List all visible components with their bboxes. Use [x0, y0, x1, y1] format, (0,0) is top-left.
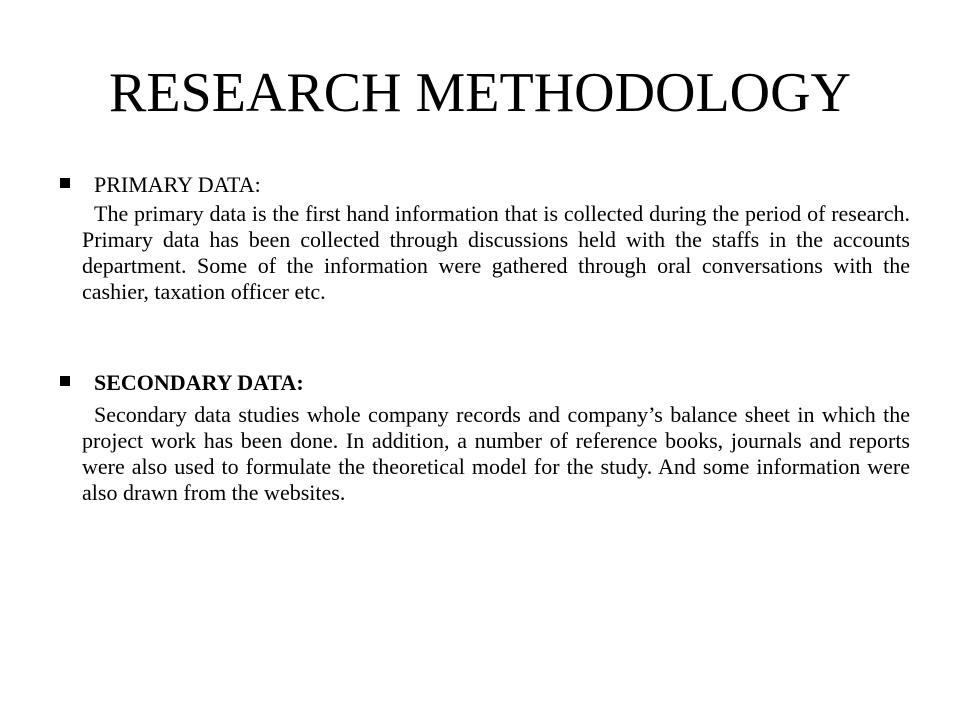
square-bullet-icon — [60, 178, 70, 188]
square-bullet-icon — [60, 376, 70, 386]
primary-data-section — [60, 170, 910, 305]
secondary-data-bullet-row — [60, 368, 910, 398]
primary-data-paragraph: The primary data is the first hand information that is collected during the period of research. Primary data has been collected through discussions held with the staffs in the accounts department. Some of the information were gathered through oral conversations with the cashier, taxation officer etc. — [82, 201, 910, 304]
slide-title: RESEARCH METHODOLOGY — [109, 62, 851, 124]
secondary-data-paragraph: Secondary data studies whole company records and company’s balance sheet in which the project work has been done. In addition, a number of reference books, journals and reports were also used to formulate the theoretical model for the study. And some information were also drawn from the websites. — [82, 402, 910, 505]
primary-data-heading: PRIMARY DATA: — [94, 172, 261, 197]
secondary-data-section — [60, 368, 910, 506]
primary-data-bullet-row — [60, 170, 910, 200]
secondary-data-heading: SECONDARY DATA: — [94, 370, 304, 395]
